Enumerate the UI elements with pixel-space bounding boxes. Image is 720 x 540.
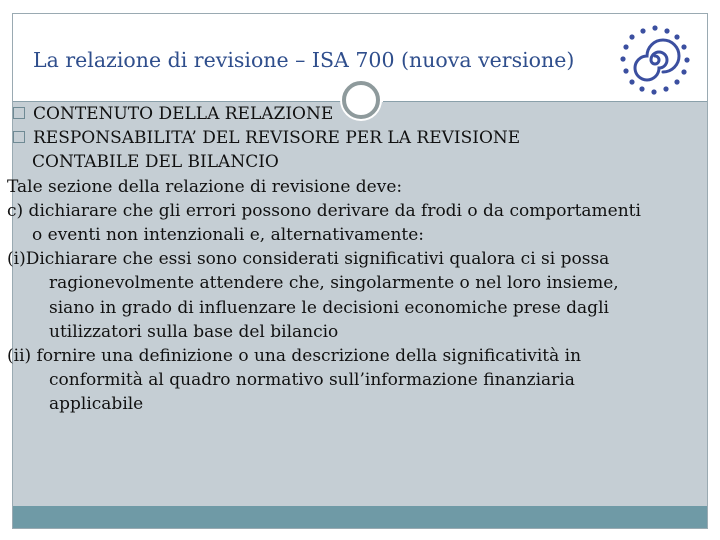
- slide-body: [7, 102, 687, 417]
- bullet-continuation: CONTABILE DEL BILANCIO: [32, 152, 279, 173]
- body-line: siano in grado di influenzare le decisioni economiche prese dagli: [49, 297, 609, 318]
- body-line: (i)Dichiarare che essi sono considerati significativi qualora ci si possa: [7, 249, 610, 270]
- body-line: (ii) fornire una definizione o una descrizione della significatività in: [7, 346, 582, 367]
- slide-title: La relazione di revisione – ISA 700 (nuova versione): [33, 48, 575, 72]
- body-line: o eventi non intenzionali e, alternativamente:: [32, 225, 425, 246]
- body-line: conformità al quadro normativo sull’informazione finanziaria: [49, 370, 575, 391]
- bullet-text: RESPONSABILITA’ DEL REVISORE PER LA REVISIONE: [33, 128, 521, 149]
- body-line: applicabile: [49, 394, 144, 415]
- body-line: utilizzatori sulla base del bilancio: [49, 321, 339, 342]
- body-line: c) dichiarare che gli errori possono derivare da frodi o da comportamenti: [7, 200, 641, 221]
- body-line: Tale sezione della relazione di revisione deve:: [7, 176, 403, 197]
- square-bullet-icon: [13, 107, 25, 119]
- bullet-item: [7, 102, 687, 126]
- bullet-item: [7, 126, 687, 150]
- square-bullet-icon: [13, 131, 25, 143]
- footer-band: [13, 506, 707, 528]
- bullet-text: CONTENUTO DELLA RELAZIONE: [33, 104, 334, 124]
- body-line: ragionevolmente attendere che, singolarmente o nel loro insieme,: [49, 273, 619, 294]
- spiral-logo-icon: [619, 24, 691, 96]
